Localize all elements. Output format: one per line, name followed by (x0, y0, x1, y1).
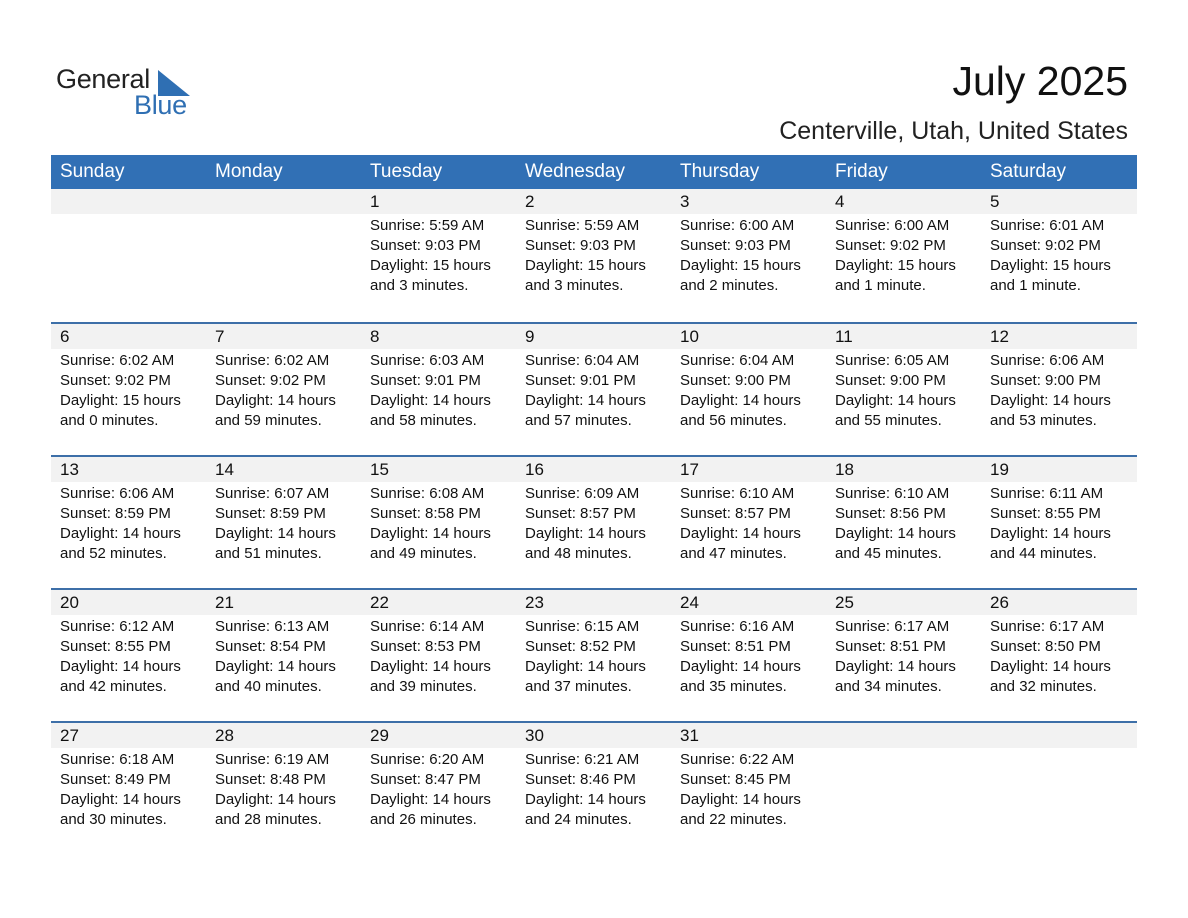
sunrise-time: Sunrise: 6:10 AM (680, 485, 795, 502)
sunset-time: Sunset: 8:49 PM (60, 771, 171, 788)
daylight-hours: Daylight: 14 hours (525, 525, 646, 542)
day-number: 9 (525, 327, 535, 346)
sunrise-time: Sunrise: 6:17 AM (990, 618, 1105, 635)
sunrise-time: Sunrise: 6:09 AM (525, 485, 640, 502)
daylight-hours: Daylight: 14 hours (60, 791, 181, 808)
daylight-minutes: and 59 minutes. (215, 412, 322, 429)
sunrise-time: Sunrise: 6:04 AM (525, 352, 640, 369)
daylight-hours: Daylight: 15 hours (525, 257, 646, 274)
daylight-hours: Daylight: 15 hours (835, 257, 956, 274)
day-number: 12 (990, 327, 1009, 346)
daylight-hours: Daylight: 14 hours (525, 791, 646, 808)
daylight-minutes: and 58 minutes. (370, 412, 477, 429)
daylight-hours: Daylight: 15 hours (370, 257, 491, 274)
day-number: 24 (680, 593, 699, 612)
daylight-hours: Daylight: 14 hours (215, 525, 336, 542)
daylight-hours: Daylight: 14 hours (835, 525, 956, 542)
sunrise-time: Sunrise: 6:18 AM (60, 751, 175, 768)
sunset-time: Sunset: 8:59 PM (215, 505, 326, 522)
sunset-time: Sunset: 8:57 PM (525, 505, 636, 522)
day-info-strip (51, 748, 1137, 830)
day-number: 15 (370, 460, 389, 479)
sunrise-time: Sunrise: 6:14 AM (370, 618, 485, 635)
day-number-strip (51, 723, 1137, 748)
daylight-hours: Daylight: 14 hours (680, 392, 801, 409)
day-number (206, 189, 361, 214)
sunset-time: Sunset: 8:59 PM (60, 505, 171, 522)
sunset-time: Sunset: 9:02 PM (60, 372, 171, 389)
daylight-hours: Daylight: 14 hours (680, 791, 801, 808)
day-info-strip (51, 349, 1137, 431)
sunset-time: Sunset: 8:56 PM (835, 505, 946, 522)
day-number: 19 (990, 460, 1009, 479)
calendar-week-row (51, 457, 1137, 590)
day-cell (981, 349, 1136, 431)
calendar-week-row (51, 324, 1137, 457)
day-info-strip (51, 214, 1137, 296)
sunrise-time: Sunrise: 6:11 AM (990, 485, 1104, 502)
sunrise-time: Sunrise: 6:06 AM (60, 485, 175, 502)
sunrise-time: Sunrise: 6:21 AM (525, 751, 640, 768)
day-number: 4 (835, 192, 845, 211)
day-cell (516, 214, 671, 296)
daylight-minutes: and 37 minutes. (525, 678, 632, 695)
daylight-minutes: and 0 minutes. (60, 412, 159, 429)
daylight-hours: Daylight: 14 hours (990, 392, 1111, 409)
daylight-minutes: and 55 minutes. (835, 412, 942, 429)
sunset-time: Sunset: 9:00 PM (680, 372, 791, 389)
weekday-header: Saturday (990, 161, 1067, 182)
day-cell (826, 482, 981, 564)
day-number-strip (51, 189, 1137, 214)
sunset-time: Sunset: 9:03 PM (370, 237, 481, 254)
weekday-header: Wednesday (525, 161, 625, 182)
sunrise-time: Sunrise: 6:04 AM (680, 352, 795, 369)
sunset-time: Sunset: 8:48 PM (215, 771, 326, 788)
daylight-hours: Daylight: 14 hours (370, 525, 491, 542)
day-cell (826, 214, 981, 296)
weekday-header: Monday (215, 161, 283, 182)
day-cell (51, 349, 206, 431)
day-number: 28 (215, 726, 234, 745)
daylight-minutes: and 32 minutes. (990, 678, 1097, 695)
daylight-hours: Daylight: 14 hours (680, 525, 801, 542)
day-cell (671, 349, 826, 431)
sunrise-time: Sunrise: 5:59 AM (525, 217, 640, 234)
daylight-hours: Daylight: 14 hours (370, 392, 491, 409)
sunrise-time: Sunrise: 6:02 AM (215, 352, 330, 369)
daylight-hours: Daylight: 14 hours (370, 791, 491, 808)
weekday-header: Tuesday (370, 161, 443, 182)
day-cell (361, 349, 516, 431)
sunrise-time: Sunrise: 6:03 AM (370, 352, 485, 369)
day-number: 5 (990, 192, 1000, 211)
day-cell (826, 615, 981, 697)
day-number: 10 (680, 327, 699, 346)
month-calendar (51, 155, 1137, 856)
sunset-time: Sunset: 8:53 PM (370, 638, 481, 655)
day-cell (206, 482, 361, 564)
day-cell (516, 615, 671, 697)
day-cell (51, 482, 206, 564)
sunrise-time: Sunrise: 6:05 AM (835, 352, 950, 369)
daylight-minutes: and 2 minutes. (680, 277, 779, 294)
sunrise-time: Sunrise: 6:00 AM (680, 217, 795, 234)
daylight-hours: Daylight: 14 hours (215, 791, 336, 808)
daylight-hours: Daylight: 14 hours (60, 525, 181, 542)
sunrise-time: Sunrise: 6:13 AM (215, 618, 330, 635)
day-number: 23 (525, 593, 544, 612)
day-number-strip (51, 590, 1137, 615)
sunset-time: Sunset: 8:57 PM (680, 505, 791, 522)
day-number (981, 723, 1136, 748)
daylight-minutes: and 40 minutes. (215, 678, 322, 695)
day-number (51, 189, 206, 214)
sunrise-time: Sunrise: 6:16 AM (680, 618, 795, 635)
sunrise-time: Sunrise: 6:15 AM (525, 618, 640, 635)
day-number: 17 (680, 460, 699, 479)
daylight-hours: Daylight: 14 hours (60, 658, 181, 675)
daylight-hours: Daylight: 15 hours (680, 257, 801, 274)
daylight-minutes: and 39 minutes. (370, 678, 477, 695)
day-number: 22 (370, 593, 389, 612)
daylight-minutes: and 47 minutes. (680, 545, 787, 562)
day-cell (516, 482, 671, 564)
day-cell (361, 748, 516, 830)
sunset-time: Sunset: 8:50 PM (990, 638, 1101, 655)
sunset-time: Sunset: 8:46 PM (525, 771, 636, 788)
daylight-minutes: and 3 minutes. (525, 277, 624, 294)
daylight-minutes: and 51 minutes. (215, 545, 322, 562)
day-cell (516, 349, 671, 431)
empty-day-cell (51, 214, 206, 296)
daylight-hours: Daylight: 14 hours (370, 658, 491, 675)
daylight-minutes: and 56 minutes. (680, 412, 787, 429)
day-number: 11 (835, 327, 853, 346)
day-number: 25 (835, 593, 854, 612)
sunset-time: Sunset: 9:01 PM (525, 372, 636, 389)
day-info-strip (51, 482, 1137, 564)
day-cell (981, 615, 1136, 697)
daylight-hours: Daylight: 14 hours (835, 658, 956, 675)
sunset-time: Sunset: 8:55 PM (990, 505, 1101, 522)
calendar-week-row (51, 189, 1137, 324)
day-number: 8 (370, 327, 380, 346)
daylight-minutes: and 34 minutes. (835, 678, 942, 695)
day-cell (51, 615, 206, 697)
daylight-hours: Daylight: 14 hours (215, 392, 336, 409)
sunrise-time: Sunrise: 6:19 AM (215, 751, 330, 768)
day-cell (671, 482, 826, 564)
daylight-hours: Daylight: 14 hours (525, 658, 646, 675)
day-number: 18 (835, 460, 854, 479)
day-number: 29 (370, 726, 389, 745)
day-number-strip (51, 324, 1137, 349)
sunset-time: Sunset: 8:52 PM (525, 638, 636, 655)
daylight-minutes: and 30 minutes. (60, 811, 167, 828)
day-number: 6 (60, 327, 70, 346)
calendar-week-row (51, 723, 1137, 856)
weekday-header-row (51, 155, 1137, 189)
day-cell (671, 615, 826, 697)
sunrise-time: Sunrise: 6:01 AM (990, 217, 1105, 234)
day-cell (206, 349, 361, 431)
day-number: 26 (990, 593, 1009, 612)
day-number (826, 723, 981, 748)
sunset-time: Sunset: 8:55 PM (60, 638, 171, 655)
sunrise-time: Sunrise: 6:20 AM (370, 751, 485, 768)
daylight-minutes: and 42 minutes. (60, 678, 167, 695)
sunrise-time: Sunrise: 6:17 AM (835, 618, 950, 635)
day-number: 31 (680, 726, 699, 745)
weekday-header: Thursday (680, 161, 760, 182)
daylight-minutes: and 53 minutes. (990, 412, 1097, 429)
daylight-minutes: and 3 minutes. (370, 277, 469, 294)
calendar-title: July 2025 (952, 58, 1128, 104)
sunrise-time: Sunrise: 6:07 AM (215, 485, 330, 502)
sunset-time: Sunset: 8:51 PM (835, 638, 946, 655)
sunset-time: Sunset: 8:58 PM (370, 505, 481, 522)
weekday-header: Sunday (60, 161, 125, 182)
sunrise-time: Sunrise: 5:59 AM (370, 217, 485, 234)
weeks-container (51, 189, 1137, 856)
daylight-minutes: and 44 minutes. (990, 545, 1097, 562)
daylight-hours: Daylight: 15 hours (60, 392, 181, 409)
daylight-minutes: and 1 minute. (990, 277, 1081, 294)
day-cell (981, 482, 1136, 564)
day-cell (206, 615, 361, 697)
day-number: 30 (525, 726, 544, 745)
day-cell (516, 748, 671, 830)
day-cell (361, 615, 516, 697)
daylight-minutes: and 35 minutes. (680, 678, 787, 695)
daylight-hours: Daylight: 14 hours (525, 392, 646, 409)
calendar-location: Centerville, Utah, United States (779, 117, 1128, 145)
sunset-time: Sunset: 9:02 PM (990, 237, 1101, 254)
daylight-minutes: and 26 minutes. (370, 811, 477, 828)
day-number: 1 (370, 192, 380, 211)
sunrise-time: Sunrise: 6:10 AM (835, 485, 950, 502)
sunset-time: Sunset: 9:00 PM (835, 372, 946, 389)
day-number: 27 (60, 726, 79, 745)
day-cell (361, 482, 516, 564)
daylight-hours: Daylight: 14 hours (680, 658, 801, 675)
sunset-time: Sunset: 9:00 PM (990, 372, 1101, 389)
daylight-minutes: and 52 minutes. (60, 545, 167, 562)
daylight-hours: Daylight: 14 hours (835, 392, 956, 409)
day-cell (361, 214, 516, 296)
day-cell (981, 214, 1136, 296)
day-number: 7 (215, 327, 225, 346)
sunset-time: Sunset: 8:51 PM (680, 638, 791, 655)
sunrise-time: Sunrise: 6:06 AM (990, 352, 1105, 369)
sunrise-time: Sunrise: 6:12 AM (60, 618, 175, 635)
daylight-minutes: and 49 minutes. (370, 545, 477, 562)
logo-word-blue: Blue (134, 90, 187, 120)
calendar-week-row (51, 590, 1137, 723)
empty-day-cell (826, 748, 981, 830)
daylight-minutes: and 22 minutes. (680, 811, 787, 828)
day-cell (826, 349, 981, 431)
daylight-minutes: and 24 minutes. (525, 811, 632, 828)
weekday-header: Friday (835, 161, 888, 182)
generalblue-logo (56, 64, 206, 118)
sunrise-time: Sunrise: 6:02 AM (60, 352, 175, 369)
sunset-time: Sunset: 8:47 PM (370, 771, 481, 788)
daylight-hours: Daylight: 14 hours (990, 658, 1111, 675)
empty-day-cell (981, 748, 1136, 830)
sunset-time: Sunset: 9:02 PM (215, 372, 326, 389)
logo-word-general: General (56, 64, 150, 94)
daylight-hours: Daylight: 14 hours (990, 525, 1111, 542)
daylight-hours: Daylight: 15 hours (990, 257, 1111, 274)
daylight-minutes: and 28 minutes. (215, 811, 322, 828)
sunrise-time: Sunrise: 6:00 AM (835, 217, 950, 234)
sunset-time: Sunset: 9:03 PM (525, 237, 636, 254)
day-cell (206, 748, 361, 830)
day-number: 13 (60, 460, 79, 479)
sunrise-time: Sunrise: 6:08 AM (370, 485, 485, 502)
sunset-time: Sunset: 8:45 PM (680, 771, 791, 788)
daylight-hours: Daylight: 14 hours (215, 658, 336, 675)
day-number: 16 (525, 460, 544, 479)
daylight-minutes: and 1 minute. (835, 277, 926, 294)
daylight-minutes: and 45 minutes. (835, 545, 942, 562)
sunrise-time: Sunrise: 6:22 AM (680, 751, 795, 768)
day-number: 21 (215, 593, 234, 612)
day-number-strip (51, 457, 1137, 482)
day-cell (671, 214, 826, 296)
day-number: 2 (525, 192, 535, 211)
day-number: 14 (215, 460, 234, 479)
sunset-time: Sunset: 9:02 PM (835, 237, 946, 254)
sunset-time: Sunset: 9:03 PM (680, 237, 791, 254)
day-cell (671, 748, 826, 830)
day-info-strip (51, 615, 1137, 697)
daylight-minutes: and 57 minutes. (525, 412, 632, 429)
empty-day-cell (206, 214, 361, 296)
sunset-time: Sunset: 8:54 PM (215, 638, 326, 655)
day-number: 20 (60, 593, 79, 612)
sunset-time: Sunset: 9:01 PM (370, 372, 481, 389)
day-number: 3 (680, 192, 690, 211)
day-cell (51, 748, 206, 830)
daylight-minutes: and 48 minutes. (525, 545, 632, 562)
